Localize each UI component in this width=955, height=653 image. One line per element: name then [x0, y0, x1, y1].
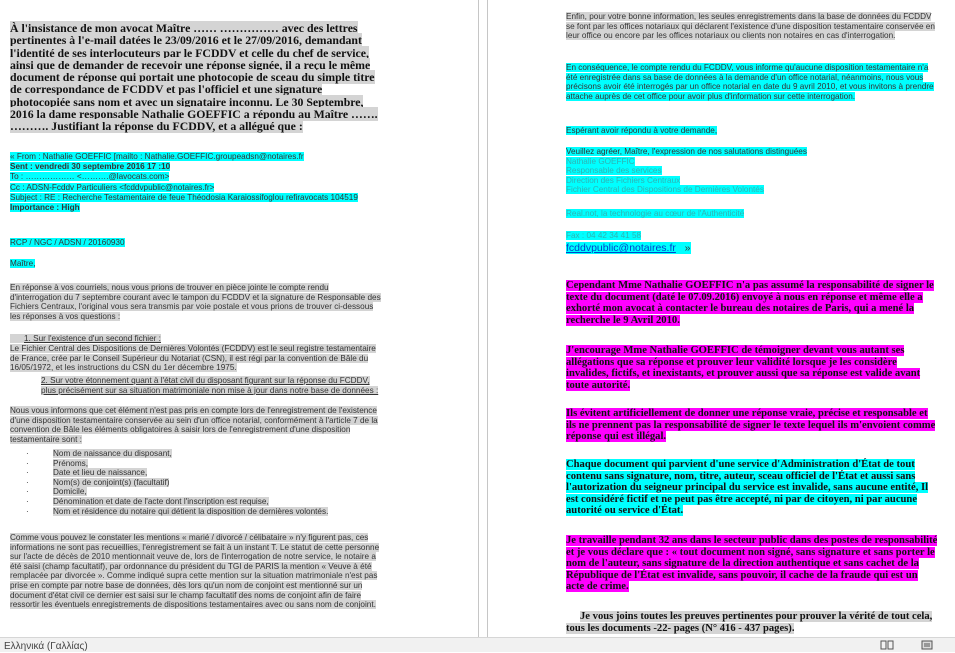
list-item: · Nom(s) de conjoint(s) (facultatif) — [10, 478, 382, 488]
paragraph-enfin: Enfin, pour votre bonne information, les seules enregistrements dans la base de données du FCDDV se font par les offices notariaux qui déclarent l'existence d'une disposition testamentaire conservée en leur office ou encore par les offices notariaux ou clients non notaires en cas d'interrogation. — [566, 12, 935, 41]
language-indicator[interactable]: Ελληνικά (Γαλλίας) — [4, 641, 88, 652]
tagline: Real.not, la technologie au cœur de l'Authenticité — [566, 209, 745, 218]
list-item: · Domicile, — [10, 487, 382, 497]
item-1-title: 1. Sur l'existence d'un second fichier : — [10, 334, 382, 344]
email-greeting: Maître, — [10, 259, 36, 268]
list-item: · Nom de naissance du disposant, — [10, 449, 382, 459]
signature-block: Veuillez agréer, Maître, l'expression de nos salutations distinguées Nathalie GOEFFIC Responsable des services Direction des Fichiers Centraux Fichier Central des Dispositions de Dernières Volontés — [566, 147, 807, 195]
item-2-body: Nous vous informons que cet élément n'est pas pris en compte lors de l'enregistrement de l'existence d'une disposition testamentaire conservée au sein d'un office notarial, conformément à l'article 7 de la convention de Bâle les éléments obligatoires à saisir lors de l'enregistrement d'une disposition testamentaire sont : — [10, 406, 378, 444]
email-sent: Sent : vendredi 30 septembre 2016 17 :10 — [10, 162, 171, 172]
list-item: · Dénomination et date de l'acte dont l'inscription est requise, — [10, 497, 382, 507]
email-link-line: fcddvpublic@notaires.fr » — [566, 242, 691, 254]
email-subject: Subject : RE : Recherche Testamentaire de feue Théodosia Karaiossifoglou refiravocats 104519 — [10, 192, 358, 202]
paragraph-cependant: Cependant Mme Nathalie GOEFFIC n'a pas assumé la responsabilité de signer le texte du document (daté le 07.09.2016) envoyé à nous en réponse et même elle a exhorté mon avocat à contacter le bureau des notaires de Paris, qui a mené la recherche le 9 Avril 2010. — [566, 280, 934, 326]
paragraph-final: Je vous joins toutes les preuves pertinentes pour prouver la vérité de tout cela, tous les documents -22- pages (N° 416 - 437 pages). — [566, 611, 933, 634]
email-from: « From : Nathalie GOEFFIC [mailto : Nathalie.GOEFFIC.groupeadsn@notaires.fr — [10, 152, 304, 161]
email-to: To : ……………… <……….@lavocats.com> — [10, 172, 170, 182]
email-cc: Cc : ADSN-Fcddv Particuliers <fcddvpublic@notaires.fr> — [10, 182, 215, 192]
right-page — [488, 0, 955, 637]
left-page — [0, 0, 478, 637]
fax-line: Fax : 04 42 34 41 58 — [566, 231, 642, 240]
list-item: · Date et lieu de naissance, — [10, 468, 382, 478]
mandatory-fields-list — [10, 449, 382, 516]
status-bar — [0, 637, 955, 652]
paragraph-consequence: En conséquence, le compte rendu du FCDDV, vous informe qu'aucune disposition testamentaire n'a été enregistrée dans sa base de données à la demande d'un office notarial, néanmoins, nous vous précisons avoir été interrogés par un office notarial en date du 9 avril 2010, et vous invitons à prendre attache auprès de cet office pour avoir plus d'information sur cette interrogation. — [566, 63, 934, 101]
print-layout-icon[interactable] — [920, 640, 934, 650]
email-header — [10, 152, 382, 213]
paragraph-je-travaille: Je travaille pendant 32 ans dans le secteur public dans des postes de responsabilité et je vous déclare que : « tout document non signé, sans signature et sans porter le nom de l'auteur, sans signature de la direction authentique et sans cachet de la République de l'État est invalide, sans pouvoir, il cache de la fraude qui est un acte de crime. — [566, 535, 938, 593]
page-gutter — [478, 0, 488, 637]
paragraph-chaque-document: Chaque document qui parvient d'une service d'Administration d'État de tout contenu sans signature, nom, titre, auteur, sceau officiel de l'État et aussi sans l'autorization du seigneur principal du service est invalide, sans aucune entité, Il est considéré fictif et ne peut pas être accepté, ni par de citoyen, ni par aucune autorité ou service d'État. — [566, 459, 929, 517]
email-ref: RCP / NGC / ADSN / 20160930 — [10, 238, 125, 247]
list-item: · Nom et résidence du notaire qui détient la disposition de dernières volontés. — [10, 507, 382, 517]
paragraph-encourage: J'encourage Mme Nathalie GOEFFIC de témoigner devant vous autant ses allégations que sa réponse et prouver leur validité lorsque je les considère invalides, fictifs, et inexistants, et prouver aussi que sa réponse est valide avant toute autorité. — [566, 345, 921, 391]
read-mode-icon[interactable] — [880, 640, 894, 650]
list-item: · Prénoms, — [10, 459, 382, 469]
item-2-title: 2. Sur votre étonnement quant à l'état civil du disposant figurant sur la réponse du FCDDV, plus précisément sur sa situation matrimoniale non mise à jour dans notre base de données : — [41, 376, 379, 395]
signature-name: Nathalie GOEFFIC — [566, 156, 635, 166]
response-paragraph: En réponse à vos courriels, nous vous prions de trouver en pièce jointe le compte rendu d'interrogation du 7 septembre courant avec le tampon du FCDDV et la signature de Responsable des Fichiers Centraux, l'original vous sera transmis par voie postale et vous prions de trouver ci-dessous les réponses à vos questions : — [10, 283, 381, 321]
intro-paragraph: À l'insistance de mon avocat Maître …… …………… avec des lettres pertinentes à l'e-mail datées le 23/09/2016 et le 27/09/2016, demandant l'identité de ses interlocuteurs par le FCDDV et celle du chef de service, ainsi que de demander de recevoir une réponse signée, il a reçu le même document de réponse qui portait une photocopie de sceau du simple titre de correspondance de FCDDV et pas l'officiel et une signature photocopiée sans nom et avec un signataire inconnu. Le 30 Septembre, 2016 la dame responsable Nathalie GOEFFIC a répondu au Maître ……. ………. Justifiant la réponse du FCDDV, et a allégué que : — [10, 21, 378, 134]
email-importance: Importance : High — [10, 203, 80, 213]
status-explanation-paragraph: Comme vous pouvez le constater les mentions « marié / divorcé / célibataire » n'y figurent pas, ces informations ne sont pas recueillies, l'enregistrement se fait à un instant T. Le statut de cette personne sur l'acte de décès de 2010 mentionnait veuve de, lors de l'interrogation de notre service, le notaire a été saisi (champ facultatif), par ordonnance du président du TGI de PARIS la mention « Veuve à été remplacée par divorcée ». Comme indiqué supra cette mention sur la situation matrimoniale n'est pas prise en compte par notre base de données, dès lors qu'un nom de conjoint est mentionné sur un document d'état civil ce dernier est saisi sur le champ facultatif des noms de conjoint afin de faire ressortir les éventuels enregistrements de dispositions testamentaires avec ou sans nom de conjoint. — [10, 533, 380, 610]
hope-line: Espérant avoir répondu à votre demande, — [566, 126, 718, 135]
email-link[interactable]: fcddvpublic@notaires.fr — [566, 242, 676, 254]
item-1-body: Le Fichier Central des Dispositions de Dernières Volontés (FCDDV) est le seul registre testamentaire de France, crée par le Conseil Supérieur du Notariat (CSN), il est régi par la convention de Bâle du 16/05/1972, et les instructions du CSN du 1er décembre 1975. — [10, 344, 376, 373]
paragraph-evitent: Ils évitent artificiellement de donner une réponse vraie, précise et responsable et ils ne prennent pas la responsabilité de signer le texte lequel ils m'envoient comme réponse qui est illégal. — [566, 408, 936, 443]
